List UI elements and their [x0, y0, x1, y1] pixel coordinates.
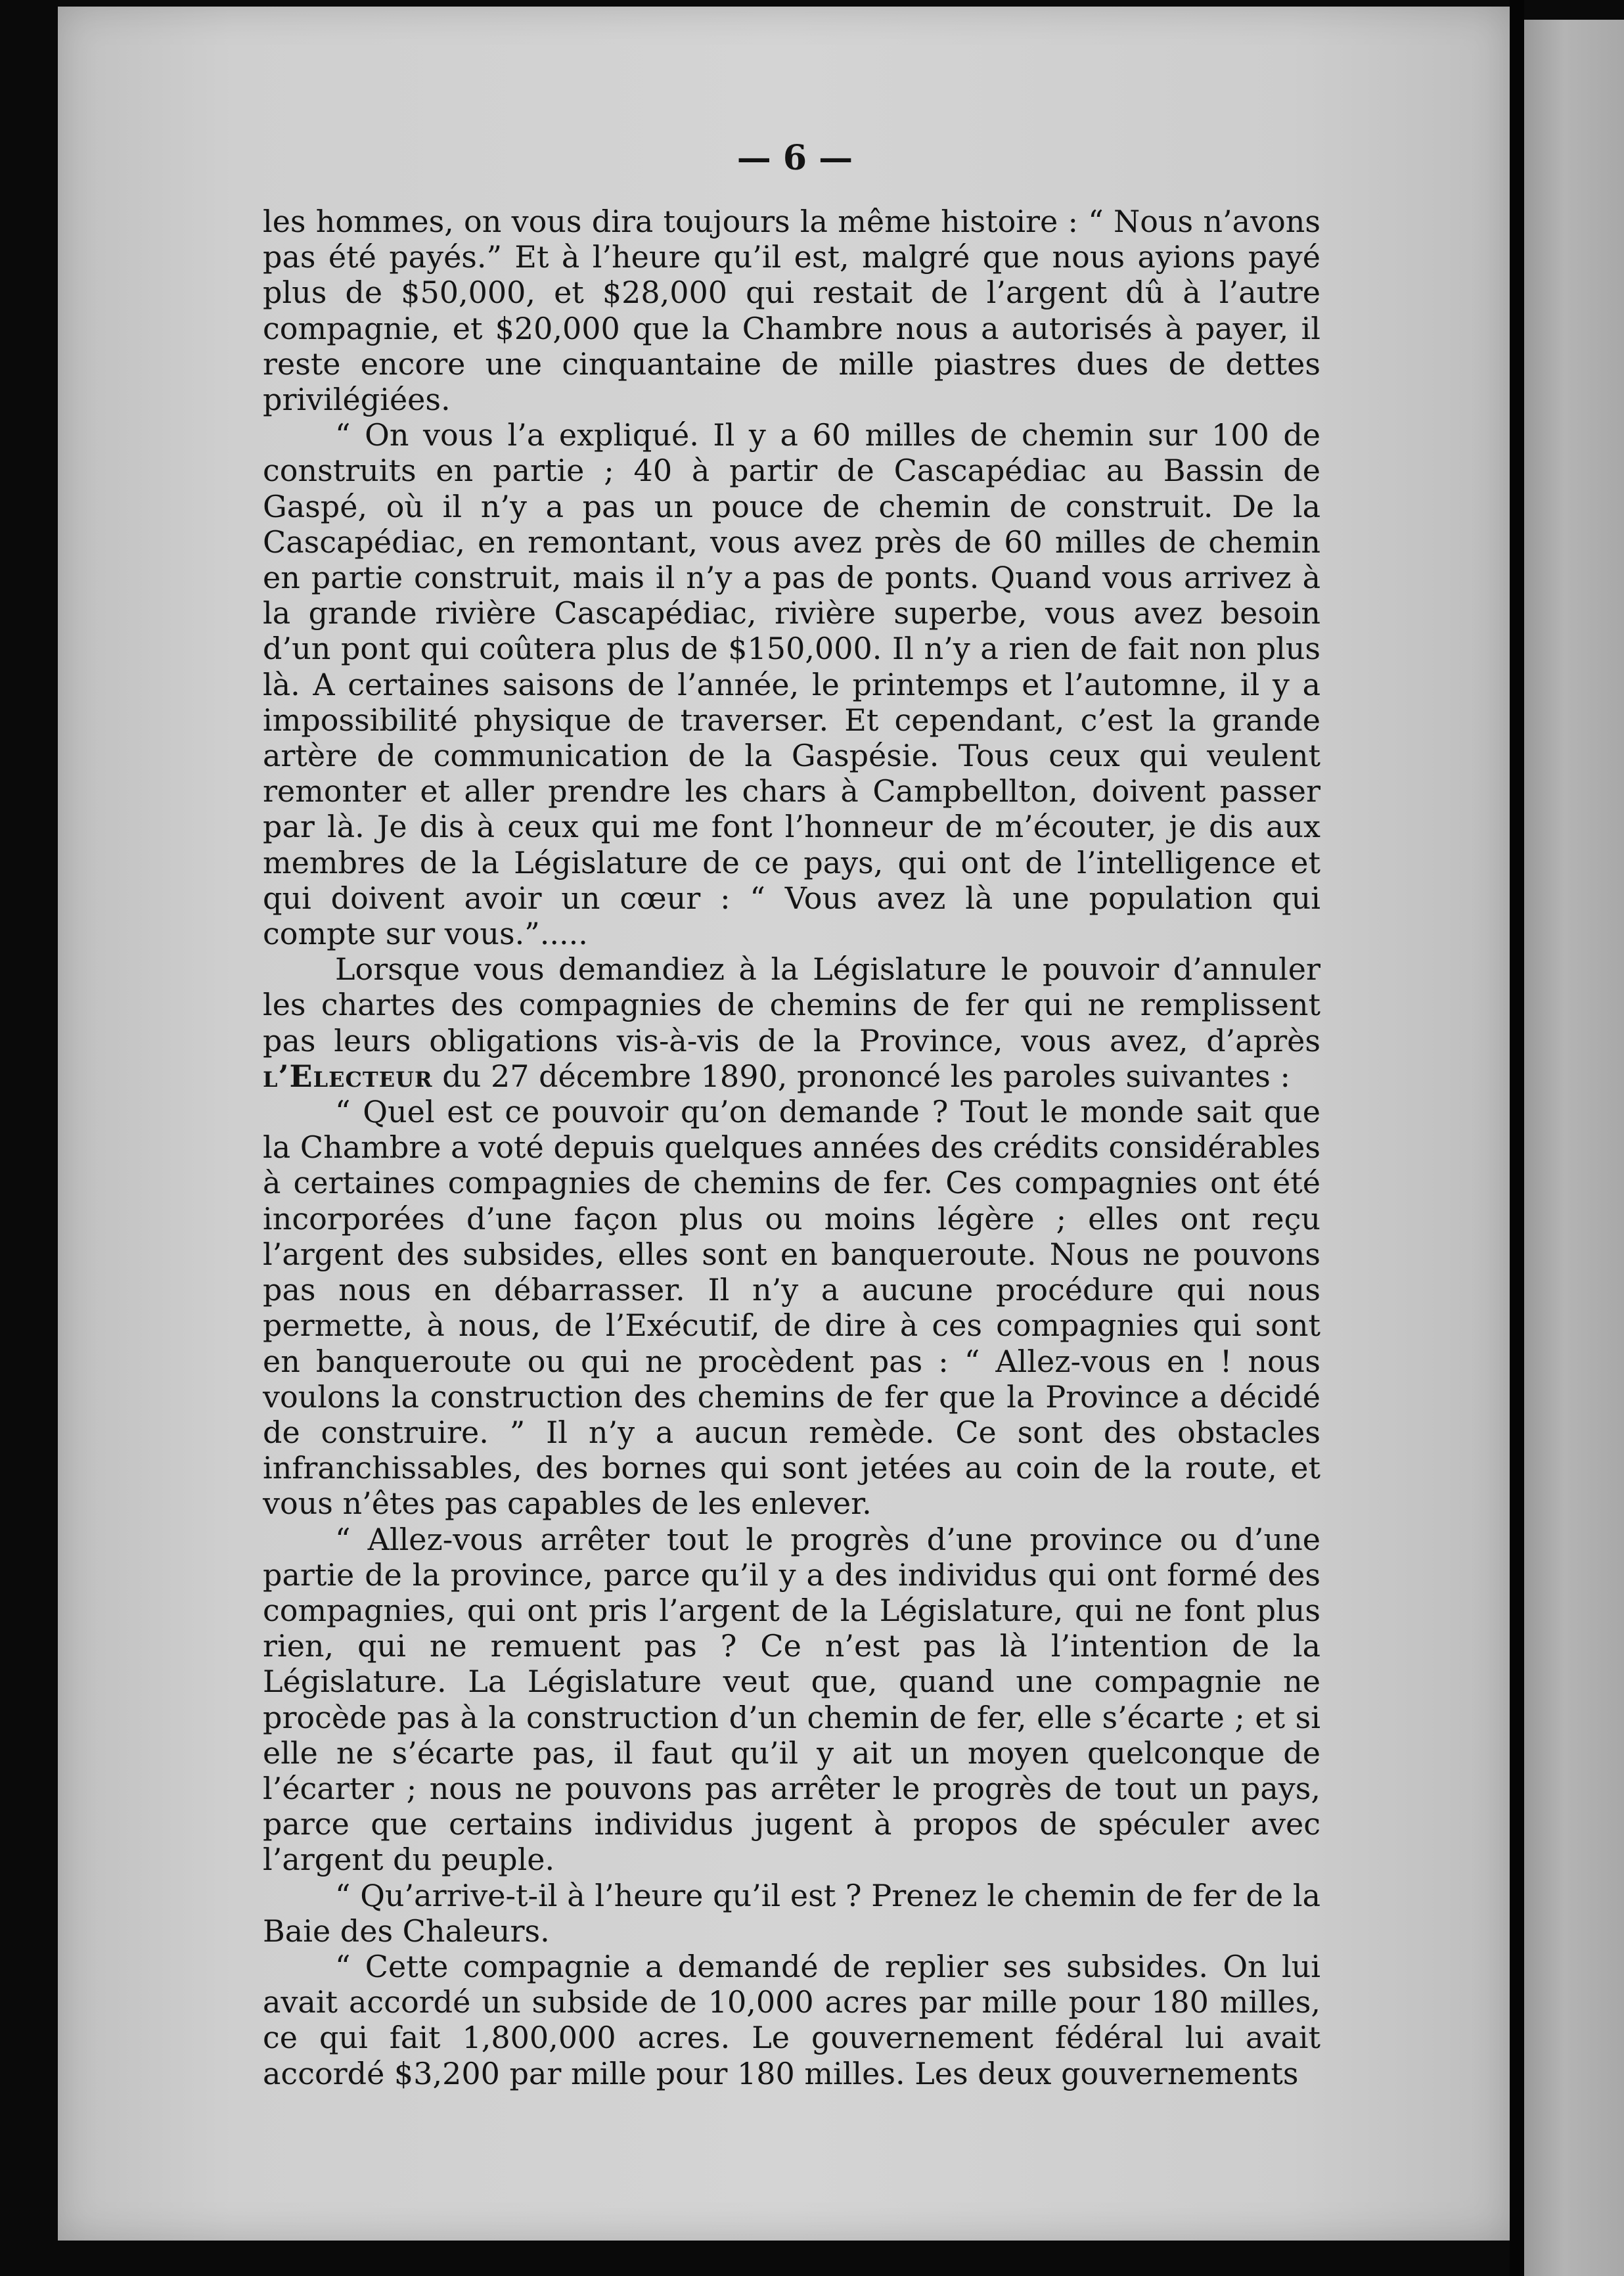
adjacent-page-edge [1524, 20, 1624, 2276]
body-text [263, 204, 1320, 2091]
paragraph: “ On vous l’a expliqué. Il y a 60 milles de chemin sur 100 de construits en partie ; 40 à partir de Cascapédiac au Bassin de Gaspé, où il n’y a pas un pouce de chemin de construit. De la Cascapédiac, en remontant, vous avez près de 60 milles de chemin en partie construit, mais il n’y a pas de ponts. Quand vous arrivez à la grande rivière Cascapédiac, rivière superbe, vous avez besoin d’un pont qui coûtera plus de $150,000. Il n’y a rien de fait non plus là. A certaines saisons de l’année, le printemps et l’automne, il y a impossibilité physique de traverser. Et cependant, c’est la grande artère de communication de la Gaspésie. Tous ceux qui veulent remonter et aller prendre les chars à Campbellton, doivent passer par là. Je dis à ceux qui me font l’honneur de m’écouter, je dis aux membres de la Législature de ce pays, qui ont de l’intelligence et qui doivent avoir un cœur : “ Vous avez là une population qui compte sur vous.”..... [263, 417, 1320, 952]
paragraph: “ Quel est ce pouvoir qu’on demande ? Tout le monde sait que la Chambre a voté depuis quelques années des crédits considérables à certaines compagnies de chemins de fer. Ces compagnies ont été incorporées d’une façon plus ou moins légère ; elles ont reçu l’argent des subsides, elles sont en banqueroute. Nous ne pouvons pas nous en débarrasser. Il n’y a aucune procédure qui nous permette, à nous, de l’Exécutif, de dire à ces compagnies qui sont en banqueroute ou qui ne procèdent pas : “ Allez-vous en ! nous voulons la construction des chemins de fer que la Province a décidé de construire. ” Il n’y a aucun remède. Ce sont des obstacles infranchissables, des bornes qui sont jetées au coin de la route, et vous n’êtes pas capables de les enlever. [263, 1094, 1320, 1522]
paragraph: “ Cette compagnie a demandé de replier ses subsides. On lui avait accordé un subside de 10,000 acres par mille pour 180 milles, ce qui fait 1,800,000 acres. Le gouvernement fédéral lui avait accordé $3,200 par mille pour 180 milles. Les deux gouvernements [263, 1948, 1320, 2091]
paragraph: “ Qu’arrive-t-il à l’heure qu’il est ? Prenez le chemin de fer de la Baie des Chaleurs. [263, 1877, 1320, 1949]
paragraph-text: Lorsque vous demandiez à la Législature le pouvoir d’annuler les chartes des compagnies de chemins de fer qui ne remplissent pas leurs obligations vis-à-vis de la Province, vous avez, d’après [263, 951, 1320, 1058]
paragraph: les hommes, on vous dira toujours la même histoire : “ Nous n’avons pas été payés.” Et à l’heure qu’il est, malgré que nous ayions payé plus de $50,000, et $28,000 qui restait de l’argent dû à l’autre compagnie, et $20,000 que la Chambre nous a autorisés à payer, il reste encore une cinquantaine de mille piastres dues de dettes privilégiées. [263, 204, 1320, 418]
page-edge-shadow [1510, 0, 1524, 2276]
paragraph-text: du 27 décembre 1890, prononcé les paroles suivantes : [432, 1058, 1290, 1094]
paragraph: “ Allez-vous arrêter tout le progrès d’une province ou d’une partie de la province, parce qu’il y a des individus qui ont formé des compagnies, qui ont pris l’argent de la Législature, qui ne font plus rien, qui ne remuent pas ? Ce n’est pas là l’intention de la Législature. La Législature veut que, quand une compagnie ne procède pas à la construction d’un chemin de fer, elle s’écarte ; et si elle ne s’écarte pas, il faut qu’il y ait un moyen quelconque de l’écarter ; nous ne pouvons pas arrêter le progrès de tout un pays, parce que certains individus jugent à propos de spéculer avec l’argent du peuple. [263, 1521, 1320, 1878]
page-number: — 6 — [736, 138, 853, 178]
newspaper-name: l’Electeur [263, 1058, 433, 1094]
paragraph [263, 951, 1320, 1094]
